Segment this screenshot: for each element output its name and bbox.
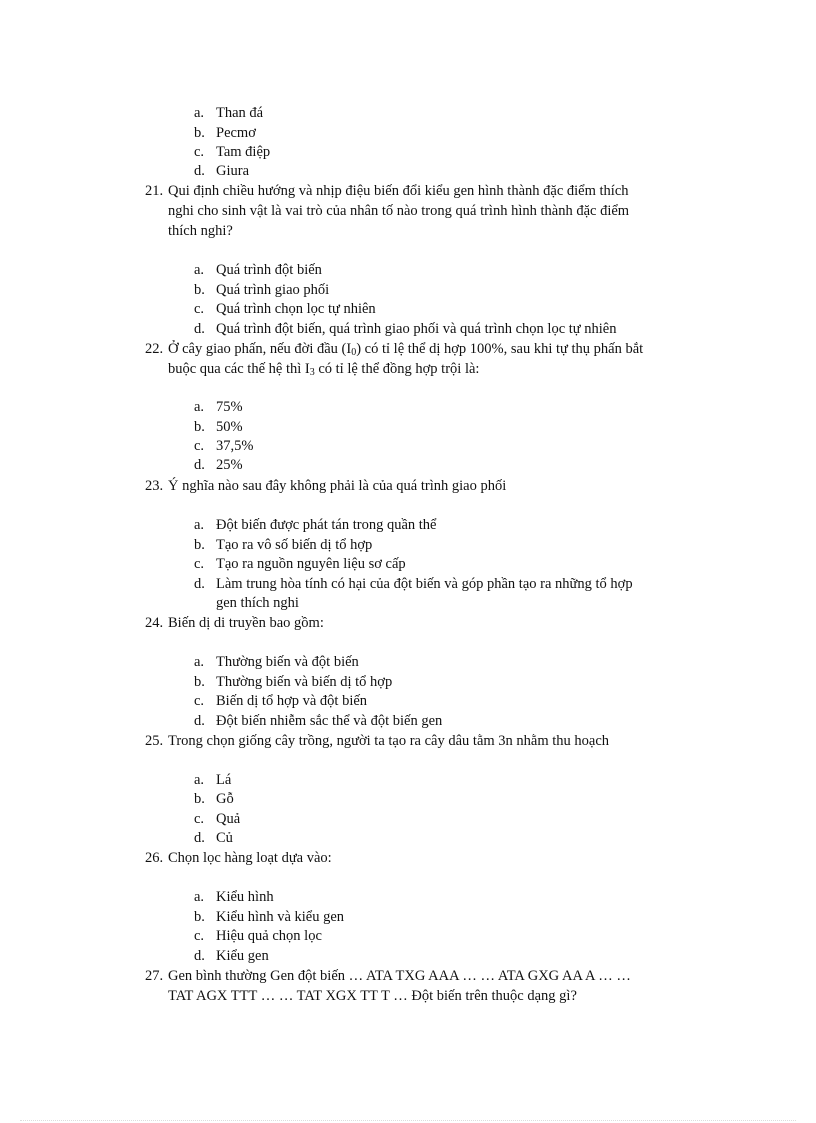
option-a: a.: [194, 889, 205, 905]
option-text: Quá trình đột biến, quá trình giao phối và quá trình chọn lọc tự nhiên: [216, 321, 617, 337]
option-d: d.: [194, 948, 205, 964]
option-text: Kiểu gen: [216, 948, 269, 964]
question-number: 21.: [145, 183, 164, 199]
option-d: d.: [194, 321, 205, 337]
option-text: Tạo ra nguồn nguyên liệu sơ cấp: [216, 556, 406, 572]
option-text: Quá trình chọn lọc tự nhiên: [216, 301, 376, 317]
option-c: c.: [194, 144, 205, 160]
option-text: Kiểu hình và kiểu gen: [216, 909, 345, 925]
option-text: Thường biến và đột biến: [216, 654, 359, 670]
option-text: Lá: [216, 772, 232, 788]
option-text: 25%: [216, 457, 243, 473]
question-text: Trong chọn giống cây trồng, người ta tạo ra cây dâu tằm 3n nhằm thu hoạch: [168, 733, 610, 749]
question-text: nghi cho sinh vật là vai trò của nhân tố nào trong quá trình hình thành đặc điểm: [168, 203, 630, 219]
option-d: d.: [194, 163, 205, 179]
page-bottom-divider: [20, 1120, 796, 1121]
option-c: c.: [194, 811, 205, 827]
option-c: c.: [194, 438, 205, 454]
option-text: 50%: [216, 419, 243, 435]
option-b: b.: [194, 909, 205, 925]
question-text: Ý nghĩa nào sau đây không phải là của quá trình giao phối: [168, 478, 507, 494]
option-text: Đột biến được phát tán trong quần thể: [216, 517, 437, 533]
option-b: b.: [194, 791, 205, 807]
option-d: d.: [194, 713, 205, 729]
question-text: Ở cây giao phấn, nếu đời đầu $(I_0)$ có tỉ lệ thể dị hợp 100%, sau khi tự thụ phấn bắt: [168, 341, 644, 358]
question-number: 27.: [145, 968, 164, 984]
option-text: Hiệu quả chọn lọc: [216, 928, 322, 944]
question-text: thích nghi?: [168, 223, 233, 239]
question-number: 26.: [145, 850, 164, 866]
option-text: Kiểu hình: [216, 889, 274, 905]
option-text: 75%: [216, 399, 243, 415]
option-text: Gỗ: [216, 791, 234, 807]
option-a: a.: [194, 772, 205, 788]
question-text: Chọn lọc hàng loạt dựa vào:: [168, 850, 332, 866]
option-a: a.: [194, 399, 205, 415]
option-c: c.: [194, 301, 205, 317]
option-text: Biến dị tổ hợp và đột biến: [216, 693, 368, 709]
option-c: c.: [194, 556, 205, 572]
option-d: d.: [194, 576, 205, 592]
question-text: Qui định chiều hướng và nhịp điệu biến đổi kiểu gen hình thành đặc điểm thích: [168, 183, 629, 199]
question-text: Gen bình thường Gen đột biến … ATA TXG AAA … … ATA GXG AA A … …: [168, 968, 631, 984]
option-text: Củ: [216, 830, 233, 846]
option-d: d.: [194, 830, 205, 846]
option-text: Tam điệp: [216, 144, 271, 160]
question-text: TAT AGX TTT … … TAT XGX TT T … Đột biến trên thuộc dạng gì?: [168, 988, 577, 1004]
option-text: Quả: [216, 811, 241, 827]
option-text: Làm trung hòa tính có hại của đột biến và góp phần tạo ra những tổ hợp: [216, 576, 633, 592]
option-text: Quá trình đột biến: [216, 262, 322, 278]
question-number: 23.: [145, 478, 164, 494]
option-text: Đột biến nhiễm sắc thể và đột biến gen: [216, 713, 443, 729]
option-b: b.: [194, 419, 205, 435]
option-text: Tạo ra vô số biến dị tổ hợp: [216, 537, 373, 553]
option-text: Quá trình giao phối: [216, 282, 330, 298]
question-number: 24.: [145, 615, 164, 631]
option-d: d.: [194, 457, 205, 473]
option-text-continued: gen thích nghi: [216, 595, 299, 611]
option-b: b.: [194, 125, 205, 141]
option-a: a.: [194, 654, 205, 670]
question-text: buộc qua các thế hệ thì $I_3$ có tỉ lệ thể đồng hợp trội là:: [168, 361, 480, 378]
option-text: Pecmơ: [216, 125, 256, 141]
option-text: Than đá: [216, 105, 264, 121]
option-a: a.: [194, 105, 205, 121]
question-number: 22.: [145, 341, 164, 357]
option-text: 37,5%: [216, 438, 254, 454]
question-number: 25.: [145, 733, 164, 749]
option-c: c.: [194, 693, 205, 709]
option-b: b.: [194, 282, 205, 298]
option-a: a.: [194, 517, 205, 533]
option-c: c.: [194, 928, 205, 944]
option-text: Giura: [216, 163, 250, 179]
option-b: b.: [194, 674, 205, 690]
option-text: Thường biến và biến dị tổ hợp: [216, 674, 393, 690]
option-a: a.: [194, 262, 205, 278]
option-b: b.: [194, 537, 205, 553]
question-text: Biến dị di truyền bao gồm:: [168, 615, 324, 631]
